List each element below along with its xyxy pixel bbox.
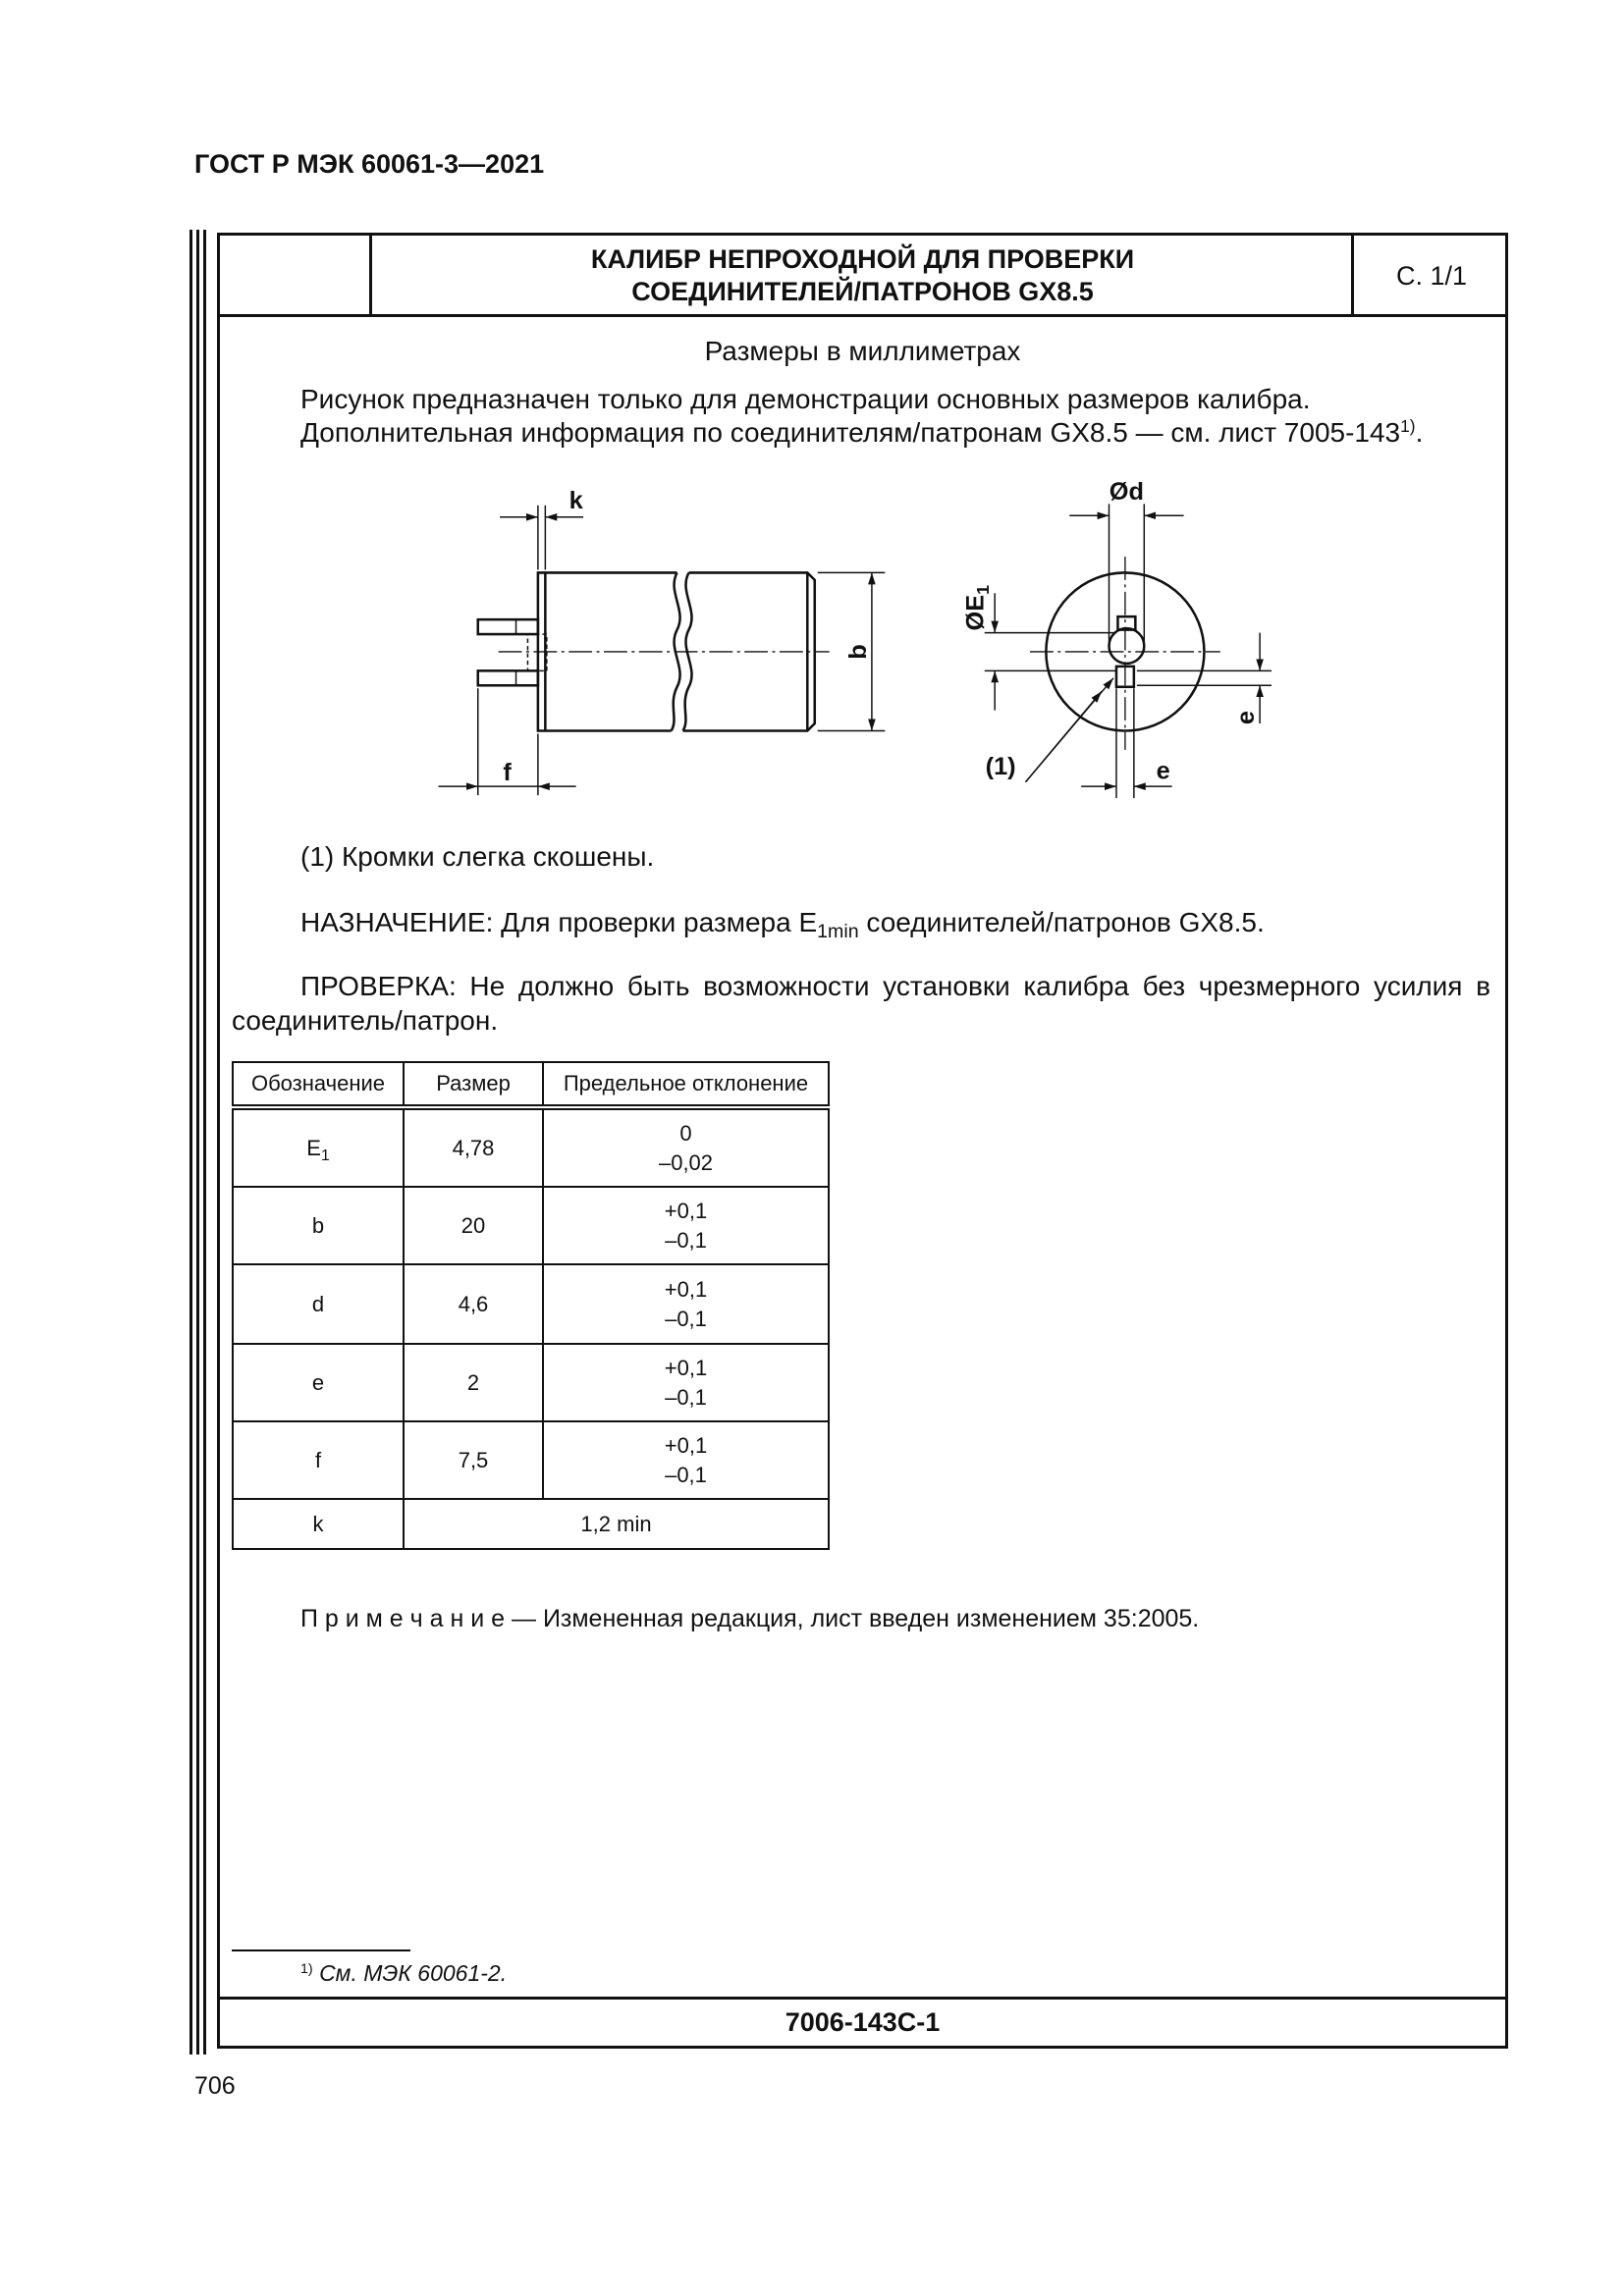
callout-label-1: (1) — [985, 752, 1016, 780]
cell-symbol: f — [233, 1421, 404, 1499]
column-header-size: Размер — [404, 1062, 543, 1107]
tolerance-lower: –0,1 — [665, 1462, 707, 1487]
table-row — [233, 1499, 829, 1549]
dim-label-E1-main: ØE — [960, 594, 989, 631]
gauge-drawing — [425, 476, 1289, 813]
binding-margin-line — [196, 230, 199, 2055]
cell-symbol: k — [233, 1499, 404, 1549]
end-view — [961, 478, 1272, 798]
binding-margin-line — [203, 230, 206, 2055]
binding-margin-line — [189, 230, 192, 2055]
sheet-code: 7006-143C-1 — [785, 2007, 941, 2037]
purpose-statement — [300, 907, 1265, 942]
dim-label-E1-sub: 1 — [972, 584, 993, 595]
cell-size-tolerance-merged: 1,2 min — [404, 1499, 829, 1549]
tolerance-lower: –0,1 — [665, 1227, 707, 1253]
cell-tolerance — [543, 1344, 829, 1421]
intro-line-1: Рисунок предназначен только для демонстрации основных размеров калибра. — [300, 384, 1311, 414]
dim-label-e-horizontal: e — [1156, 757, 1170, 785]
intro-line-2-text: Дополнительная информация по соединителям/патронам GX8.5 — см. лист 7005-143 — [300, 417, 1401, 448]
purpose-subscript: 1min — [817, 920, 859, 942]
footnote-text: См. МЭК 60061-2. — [319, 1960, 508, 1986]
tolerance-upper: 0 — [679, 1120, 692, 1146]
tolerance-lower: –0,1 — [665, 1306, 707, 1331]
symbol-text: E — [306, 1135, 321, 1160]
footnote-reference: 1) — [1400, 416, 1416, 437]
cell-symbol: e — [233, 1344, 404, 1421]
note-label: П р и м е ч а н и е — [300, 1605, 506, 1632]
document-code-header: ГОСТ Р МЭК 60061-3—2021 — [194, 149, 545, 179]
intro-line-2-end: . — [1415, 417, 1424, 448]
sheet-title-line-2: СОЕДИНИТЕЛЕЙ/ПАТРОНОВ GX8.5 — [631, 277, 1094, 306]
check-statement-line-1: ПРОВЕРКА: Не должно быть возможности установки калибра без чрезмерного усилия в — [300, 971, 1490, 1001]
column-header-symbol: Обозначение — [233, 1062, 404, 1107]
pin-top — [477, 619, 537, 634]
note-text: — Измененная редакция, лист введен изменением 35:2005. — [505, 1605, 1200, 1632]
leader-line — [1025, 691, 1102, 781]
footnote-marker: 1) — [300, 1961, 313, 1978]
cell-tolerance — [543, 1107, 829, 1187]
check-statement-line-2: соединитель/патрон. — [232, 1005, 499, 1036]
table-row — [233, 1107, 829, 1187]
sheet-title-line-1: КАЛИБР НЕПРОХОДНОЙ ДЛЯ ПРОВЕРКИ — [590, 244, 1135, 274]
column-header-tolerance: Предельное отклонение — [543, 1062, 829, 1107]
cell-tolerance — [543, 1187, 829, 1264]
page-number: 706 — [194, 2072, 236, 2100]
purpose-suffix: соединителей/патронов GX8.5. — [858, 907, 1265, 937]
tolerance-lower: –0,1 — [665, 1384, 707, 1410]
dim-label-k: k — [568, 486, 583, 514]
cell-size: 4,6 — [404, 1264, 543, 1344]
table-row — [233, 1187, 829, 1264]
table-row — [233, 1264, 829, 1344]
dimensions-unit-note: Размеры в миллиметрах — [704, 336, 1021, 366]
footnote-separator — [232, 1949, 410, 1951]
table-row — [233, 1344, 829, 1421]
table-header-row — [233, 1062, 829, 1107]
dim-label-E1 — [961, 585, 993, 631]
tolerance-upper: +0,1 — [664, 1276, 708, 1302]
cell-size: 7,5 — [404, 1421, 543, 1499]
chamfer-note: (1) Кромки слегка скошены. — [300, 841, 655, 872]
revision-note — [300, 1605, 1199, 1633]
cell-size: 2 — [404, 1344, 543, 1421]
sheet-title — [373, 236, 1352, 316]
cell-tolerance — [543, 1264, 829, 1344]
gauge-bore-circle — [1109, 628, 1144, 664]
dimensions-table — [232, 1061, 830, 1550]
symbol-subscript: 1 — [320, 1148, 330, 1165]
purpose-prefix: НАЗНАЧЕНИЕ: Для проверки размера E — [300, 907, 818, 937]
tolerance-upper: +0,1 — [664, 1432, 708, 1458]
sheet-number: С. 1/1 — [1395, 260, 1468, 291]
title-block-left-divider — [369, 233, 372, 316]
side-view — [438, 486, 885, 794]
dim-label-f: f — [502, 758, 512, 786]
dim-label-e-vertical: e — [1231, 710, 1260, 724]
cell-symbol: d — [233, 1264, 404, 1344]
tolerance-upper: +0,1 — [664, 1355, 708, 1380]
intro-line-2 — [300, 417, 1423, 449]
cell-tolerance — [543, 1421, 829, 1499]
cell-symbol: b — [233, 1187, 404, 1264]
table-row — [233, 1421, 829, 1499]
dim-label-d: Ød — [1109, 477, 1144, 506]
tolerance-upper: +0,1 — [664, 1198, 708, 1223]
dim-label-b: b — [843, 643, 872, 660]
cell-symbol — [233, 1107, 404, 1187]
cell-size: 20 — [404, 1187, 543, 1264]
footnote — [300, 1960, 507, 1987]
cell-size: 4,78 — [404, 1107, 543, 1187]
pin-bottom — [477, 670, 537, 685]
tolerance-lower: –0,02 — [658, 1149, 714, 1175]
